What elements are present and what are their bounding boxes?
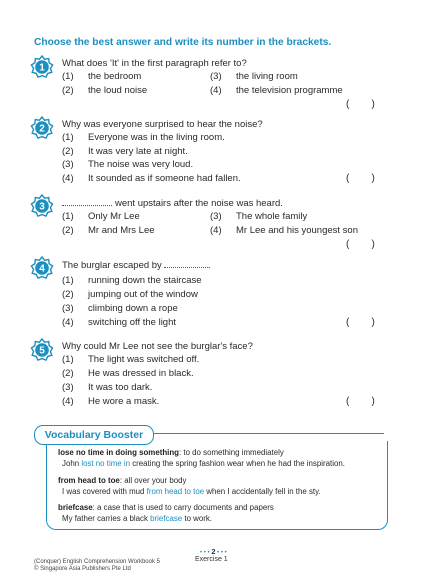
option-2: (2) It was very late at night. (62, 146, 188, 157)
vocab-example: John lost no time in creating the spring fashion wear when he had the inspiration. (62, 459, 345, 468)
option-1: (1) Only Mr Lee (62, 211, 140, 222)
fill-blank[interactable] (164, 259, 208, 268)
svg-text:2: 2 (39, 123, 45, 135)
vocab-entry: from head to toe: all over your body (58, 476, 187, 485)
answer-bracket[interactable]: ( ) (346, 317, 375, 328)
page-number: • • • 2 • • • (200, 547, 227, 556)
option-1: (1) the bedroom (62, 71, 142, 82)
option-2: (2) Mr and Mrs Lee (62, 225, 155, 236)
footer-book-title: (Conquer) English Comprehension Workbook 5 (34, 559, 160, 565)
option-4: (4) It sounded as if someone had fallen. (62, 173, 241, 184)
option-4: (4) He wore a mask. (62, 396, 160, 407)
question-text: The burglar escaped by . (62, 260, 211, 271)
vocab-entry: briefcase: a case that is used to carry documents and papers (58, 503, 274, 512)
option-2: (2) He was dressed in black. (62, 368, 194, 379)
option-3: (3) The whole family (210, 211, 308, 222)
question-text: Why was everyone surprised to hear the noise? (62, 119, 263, 130)
question-number-badge (30, 55, 54, 79)
answer-bracket[interactable]: ( ) (346, 173, 375, 184)
question-text: went upstairs after the noise was heard. (62, 197, 283, 209)
svg-text:5: 5 (39, 345, 45, 357)
fill-blank[interactable] (62, 197, 112, 206)
vocab-example: I was covered with mud from head to toe when I accidentally fell in the sty. (62, 487, 321, 496)
option-4: (4) the television programme (210, 85, 343, 96)
question-text: Why could Mr Lee not see the burglar's face? (62, 341, 253, 352)
question-number-badge (30, 256, 54, 280)
question-number-badge (30, 338, 54, 362)
footer-copyright: © Singapore Asia Publishers Pte Ltd (34, 566, 131, 572)
question-number-badge (30, 116, 54, 140)
option-3: (3) The noise was very loud. (62, 159, 194, 170)
exercise-label: Exercise 1 (195, 556, 228, 563)
answer-bracket[interactable]: ( ) (346, 396, 375, 407)
instruction-heading: Choose the best answer and write its number in the brackets. (34, 37, 332, 48)
answer-bracket[interactable]: ( ) (346, 99, 375, 110)
option-3: (3) It was too dark. (62, 382, 153, 393)
vocab-entry: lose no time in doing something: to do something immediately (58, 448, 284, 457)
vocab-example: My father carries a black briefcase to work. (62, 514, 213, 523)
vocab-divider (152, 433, 384, 434)
svg-text:1: 1 (39, 62, 45, 74)
option-4: (4) switching off the light (62, 317, 177, 328)
option-2: (2) the loud noise (62, 85, 148, 96)
option-1: (1) Everyone was in the living room. (62, 132, 225, 143)
svg-text:3: 3 (39, 201, 45, 213)
question-number-badge (30, 194, 54, 218)
option-3: (3) the living room (210, 71, 298, 82)
option-1: (1) running down the staircase (62, 275, 202, 286)
option-4: (4) Mr Lee and his youngest son (210, 225, 358, 236)
svg-text:4: 4 (39, 263, 45, 275)
vocab-title: Vocabulary Booster (34, 425, 154, 445)
option-3: (3) climbing down a rope (62, 303, 178, 314)
answer-bracket[interactable]: ( ) (346, 239, 375, 250)
question-text: What does 'It' in the first paragraph refer to? (62, 58, 247, 69)
option-2: (2) jumping out of the window (62, 289, 198, 300)
option-1: (1) The light was switched off. (62, 354, 200, 365)
